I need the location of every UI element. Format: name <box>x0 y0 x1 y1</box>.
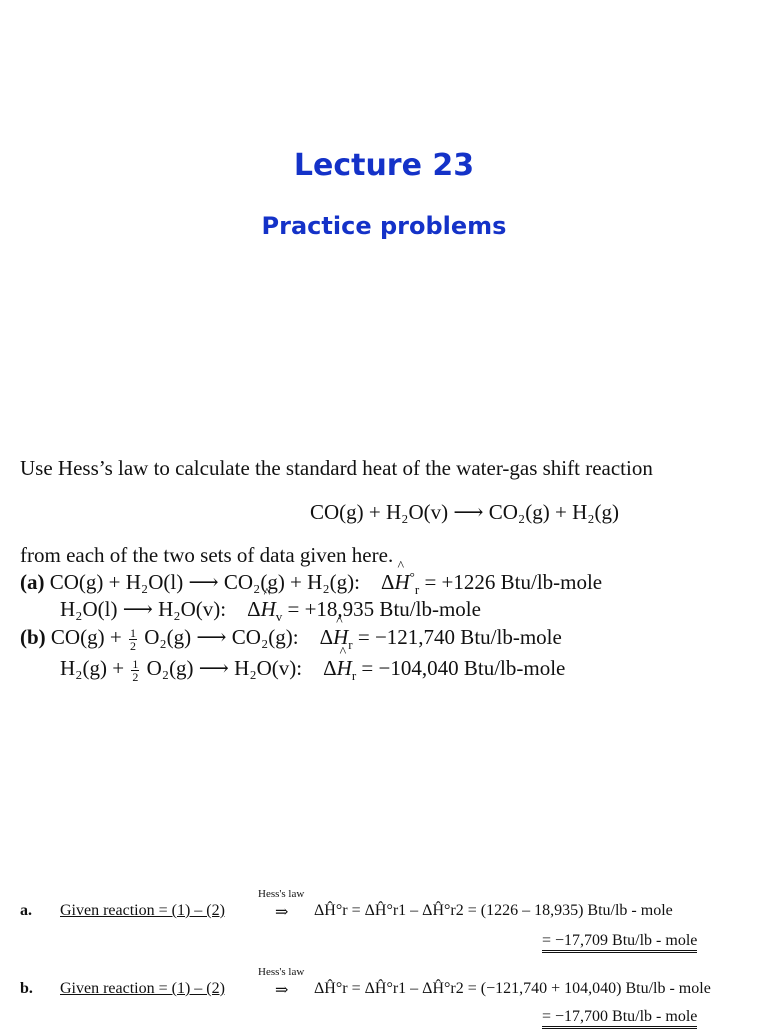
a2-enthalpy-symbol: Δ^ $H_v$ <box>247 597 282 621</box>
solution-a-given: Given reaction = (1) – (2) <box>60 902 225 919</box>
dhr-symbol: ΔĤ°r <box>314 902 348 919</box>
implies-arrow-a: ⇒ <box>275 904 289 921</box>
b2-value: = −104,040 Btu/lb-mole <box>361 656 566 680</box>
solution-a-equation <box>314 902 673 920</box>
a-eq-text: = ΔĤ°r1 – ΔĤ°r2 = (1226 – 18,935) Btu/lb - mole <box>351 902 673 919</box>
b2-reaction-start: H₂(g) + <box>60 656 125 680</box>
solution-b-equation <box>314 980 711 998</box>
a1-reaction: CO(g) + H₂O(l) ⟶ CO₂(g) + H₂(g): <box>49 570 360 594</box>
part-a-label: (a) <box>20 570 45 594</box>
a1-enthalpy-symbol: Δ^ $H_{^\circ r}$ <box>381 570 419 594</box>
page-title: Lecture 23 <box>293 148 475 183</box>
solution-a-result: = −17,709 Btu/lb - mole <box>542 932 697 950</box>
hess-law-note-b: Hess's law <box>258 966 305 978</box>
problem-intro: Use Hess’s law to calculate the standard heat of the water-gas shift reaction <box>20 456 653 480</box>
solution-b-label: b. <box>20 980 33 997</box>
part-b-line-1 <box>20 625 562 652</box>
one-half-fraction: $\frac{1}{2}$ <box>132 656 139 684</box>
one-half-fraction: $\frac{1}{2}$ <box>129 625 136 653</box>
part-a-line-2 <box>60 597 481 625</box>
solution-b-given: Given reaction = (1) – (2) <box>60 980 225 997</box>
b-eq-text: = ΔĤ°r1 – ΔĤ°r2 = (−121,740 + 104,040) Btu/lb - mole <box>351 980 711 997</box>
main-reaction: CO(g) + H₂O(v) ⟶ CO₂(g) + H₂(g) <box>310 500 620 524</box>
implies-arrow-b: ⇒ <box>275 982 289 999</box>
solution-b-result: = −17,700 Btu/lb - mole <box>542 1008 697 1026</box>
part-b-line-2 <box>60 656 565 683</box>
dhr-symbol: ΔĤ°r <box>314 980 348 997</box>
page-subtitle: Practice problems <box>261 212 507 240</box>
solution-a-label: a. <box>20 902 32 919</box>
a2-value: = +18,935 Btu/lb-mole <box>287 597 481 621</box>
part-a-line-1 <box>20 569 603 598</box>
b2-enthalpy-symbol: Δ^ $H_r$ <box>323 656 356 680</box>
a2-reaction: H₂O(l) ⟶ H₂O(v): <box>60 597 227 621</box>
a1-value: = +1226 Btu/lb-mole <box>424 570 603 594</box>
b1-enthalpy-symbol: Δ^ $H_r$ <box>320 625 353 649</box>
part-b-label: (b) <box>20 625 46 649</box>
b1-value: = −121,740 Btu/lb-mole <box>357 625 562 649</box>
hess-law-note-a: Hess's law <box>258 888 305 900</box>
b2-reaction-end: O₂(g) ⟶ H₂O(v): <box>146 656 303 680</box>
b1-reaction-start: CO(g) + <box>50 625 122 649</box>
b1-reaction-end: O₂(g) ⟶ CO₂(g): <box>144 625 299 649</box>
problem-lead: from each of the two sets of data given here. <box>20 543 394 567</box>
